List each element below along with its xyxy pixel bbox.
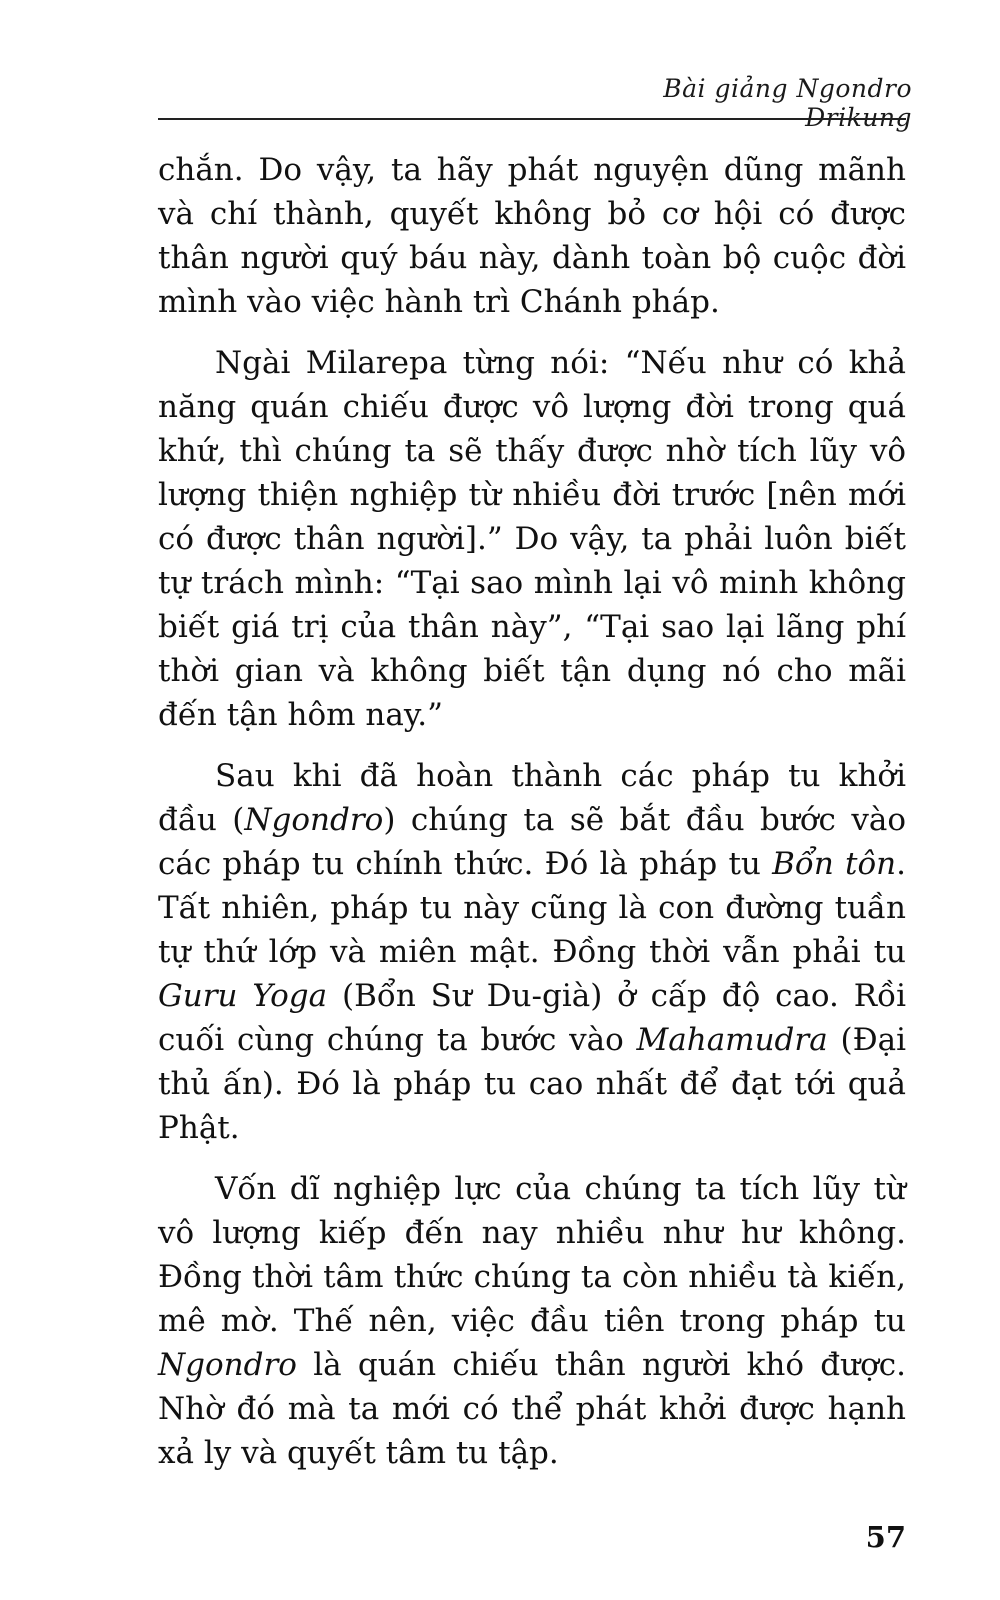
paragraph-4 — [158, 1167, 906, 1475]
paragraph-3-term-bon-ton: Bổn tôn — [772, 846, 897, 882]
paragraph-3-term-guru-yoga: Guru Yoga — [158, 978, 328, 1014]
paragraph-3-text: Sau khi đã hoàn thành các pháp tu khởi đầu ( — [158, 758, 906, 838]
paragraph-3-term-mahamudra: Mahamudra — [636, 1022, 828, 1058]
paragraph-3-text: (Đại thủ ấn). Đó là pháp tu cao nhất để đạt tới quả Phật. — [158, 1022, 906, 1146]
header-divider — [158, 118, 906, 120]
body-text — [158, 148, 906, 1492]
running-header-title: Bài giảng Ngondro Drikung — [663, 74, 912, 132]
paragraph-4-text: Vốn dĩ nghiệp lực của chúng ta tích lũy từ vô lượng kiếp đến nay nhiều như hư không. Đồng thời tâm thức chúng ta còn nhiều tà kiến, mê mờ. Thế nên, việc đầu tiên trong pháp tu — [158, 1171, 906, 1339]
paragraph-3-text: ) chúng ta sẽ bắt đầu bước vào các pháp tu chính thức. Đó là pháp tu — [158, 802, 907, 882]
paragraph-3-term-ngondro: Ngondro — [244, 802, 384, 838]
paragraph-3-text: . Tất nhiên, pháp tu này cũng là con đường tuần tự thứ lớp và miên mật. Đồng thời vẫn phải tu — [158, 846, 906, 970]
paragraph-1-text: chắn. Do vậy, ta hãy phát nguyện dũng mãnh và chí thành, quyết không bỏ cơ hội có được thân người quý báu này, dành toàn bộ cuộc đời mình vào việc hành trì Chánh pháp. — [158, 152, 906, 320]
paragraph-3 — [158, 754, 906, 1150]
page-number: 57 — [865, 1520, 906, 1554]
paragraph-2 — [158, 341, 906, 737]
paragraph-3-text: (Bổn Sư Du-già) ở cấp độ cao. Rồi cuối cùng chúng ta bước vào — [158, 978, 906, 1058]
paragraph-4-text: là quán chiếu thân người khó được. Nhờ đó mà ta mới có thể phát khởi được hạnh xả ly và quyết tâm tu tập. — [158, 1347, 906, 1471]
paragraph-1 — [158, 148, 906, 324]
paragraph-2-text: Ngài Milarepa từng nói: “Nếu như có khả năng quán chiếu được vô lượng đời trong quá khứ, thì chúng ta sẽ thấy được nhờ tích lũy vô lượng thiện nghiệp từ nhiều đời trước [nên mới có được thân người].” Do vậy, ta phải luôn biết tự trách mình: “Tại sao mình lại vô minh không biết giá trị của thân này”, “Tại sao lại lãng phí thời gian và không biết tận dụng nó cho mãi đến tận hôm nay.” — [158, 345, 906, 733]
paragraph-4-term-ngondro: Ngondro — [158, 1347, 297, 1383]
